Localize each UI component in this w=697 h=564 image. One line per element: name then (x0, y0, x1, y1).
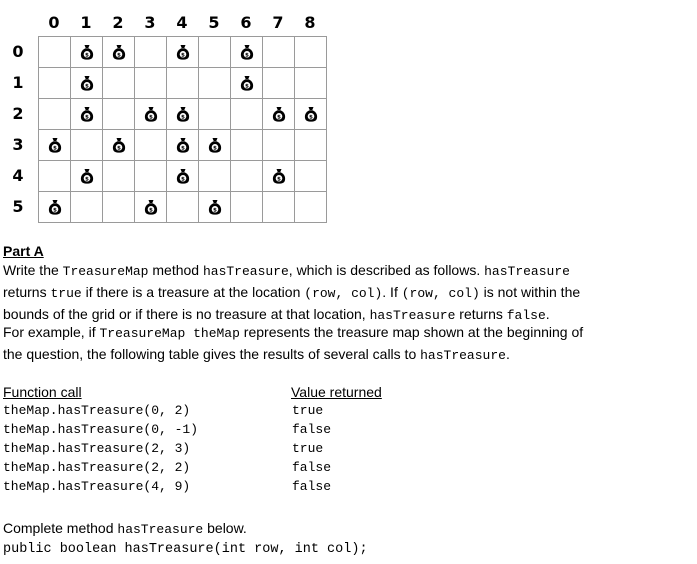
call-cell: theMap.hasTreasure(2, 2) (3, 460, 191, 475)
example-line-1: For example, if TreasureMap theMap represents the treasure map shown at the beginning of (3, 324, 584, 341)
money-bag-icon (176, 106, 190, 122)
svg-text:$: $ (212, 145, 217, 152)
money-bag-icon (240, 75, 254, 91)
grid-cell (103, 130, 135, 161)
money-bag-icon (80, 75, 94, 91)
grid-cell (167, 130, 199, 161)
svg-text:$: $ (180, 145, 185, 152)
grid-cell (167, 192, 199, 223)
svg-text:$: $ (84, 176, 89, 183)
column-label: 4 (176, 13, 188, 32)
method-signature: public boolean hasTreasure(int row, int col); (3, 542, 368, 557)
money-bag-icon (144, 199, 158, 215)
column-label: 3 (144, 13, 156, 32)
results-table (3, 384, 403, 498)
grid-cell (103, 161, 135, 192)
grid-cell (199, 130, 231, 161)
grid-cell (71, 130, 103, 161)
grid-cell (103, 68, 135, 99)
grid-cell (231, 161, 263, 192)
grid-cell (39, 192, 71, 223)
header-value-returned: Value returned (291, 384, 382, 400)
money-bag-icon (176, 137, 190, 153)
value-cell: true (292, 441, 324, 456)
svg-text:$: $ (244, 83, 249, 90)
money-bag-icon (80, 106, 94, 122)
grid-cell (263, 130, 295, 161)
grid-cell (39, 99, 71, 130)
money-bag-icon (48, 137, 62, 153)
svg-text:$: $ (180, 176, 185, 183)
svg-text:$: $ (148, 207, 153, 214)
grid-cell (263, 37, 295, 68)
row-label: 3 (12, 135, 24, 154)
value-cell: true (292, 403, 324, 418)
grid-cell (39, 130, 71, 161)
money-bag-icon (176, 168, 190, 184)
money-bag-icon (208, 199, 222, 215)
column-label: 2 (112, 13, 124, 32)
grid-cells (38, 36, 327, 223)
grid-cell (263, 192, 295, 223)
grid-cell (263, 161, 295, 192)
money-bag-icon (112, 137, 126, 153)
grid-cell (199, 68, 231, 99)
grid-cell (295, 192, 327, 223)
column-label: 7 (272, 13, 284, 32)
svg-text:$: $ (276, 114, 281, 121)
grid-cell (135, 192, 167, 223)
grid-cell (295, 37, 327, 68)
table-row (3, 479, 403, 498)
column-label: 0 (48, 13, 60, 32)
money-bag-icon (80, 168, 94, 184)
grid-cell (135, 130, 167, 161)
grid-cell (103, 192, 135, 223)
money-bag-icon (208, 137, 222, 153)
table-row (3, 422, 403, 441)
money-bag-icon (304, 106, 318, 122)
grid-cell (167, 68, 199, 99)
row-label: 4 (12, 166, 24, 185)
money-bag-icon (112, 44, 126, 60)
grid-cell (199, 99, 231, 130)
description-line-3: bounds of the grid or if there is no treasure at that location, hasTreasure returns false. (3, 306, 550, 323)
grid-cell (71, 68, 103, 99)
grid-cell (103, 99, 135, 130)
grid-cell (199, 192, 231, 223)
svg-text:$: $ (84, 52, 89, 59)
example-paragraph (3, 322, 583, 366)
value-cell: false (292, 460, 332, 475)
svg-text:$: $ (84, 114, 89, 121)
grid-cell (199, 37, 231, 68)
money-bag-icon (176, 44, 190, 60)
grid-cell (39, 68, 71, 99)
grid-cell (71, 192, 103, 223)
call-cell: theMap.hasTreasure(2, 3) (3, 441, 191, 456)
header-function-call: Function call (3, 384, 82, 400)
grid-cell (295, 99, 327, 130)
row-label: 0 (12, 42, 24, 61)
grid-cell (135, 99, 167, 130)
grid-cell (263, 99, 295, 130)
grid-cell (135, 68, 167, 99)
part-a-heading: Part A (3, 243, 44, 259)
grid-cell (295, 161, 327, 192)
money-bag-icon (272, 106, 286, 122)
table-body (3, 403, 403, 498)
svg-text:$: $ (308, 114, 313, 121)
call-cell: theMap.hasTreasure(0, -1) (3, 422, 199, 437)
description-paragraph (3, 260, 580, 326)
svg-text:$: $ (276, 176, 281, 183)
grid-cell (231, 37, 263, 68)
grid-cell (231, 192, 263, 223)
table-row (3, 403, 403, 422)
column-label: 5 (208, 13, 220, 32)
money-bag-icon (144, 106, 158, 122)
grid-cell (295, 68, 327, 99)
grid-cell (135, 161, 167, 192)
grid-cell (231, 68, 263, 99)
description-line-2: returns true if there is a treasure at the location (row, col). If (row, col) is not within the (3, 284, 581, 301)
value-cell: false (292, 422, 332, 437)
complete-instruction: Complete method hasTreasure below. (3, 520, 247, 537)
svg-text:$: $ (244, 52, 249, 59)
grid-cell (167, 37, 199, 68)
grid-cell (71, 37, 103, 68)
svg-text:$: $ (148, 114, 153, 121)
money-bag-icon (80, 44, 94, 60)
call-cell: theMap.hasTreasure(0, 2) (3, 403, 191, 418)
svg-text:$: $ (52, 145, 57, 152)
table-row (3, 460, 403, 479)
grid-cell (103, 37, 135, 68)
table-row (3, 441, 403, 460)
svg-text:$: $ (116, 145, 121, 152)
column-label: 6 (240, 13, 252, 32)
svg-text:$: $ (84, 83, 89, 90)
grid-cell (199, 161, 231, 192)
row-label: 2 (12, 104, 24, 123)
call-cell: theMap.hasTreasure(4, 9) (3, 479, 191, 494)
description-line-1: Write the TreasureMap method hasTreasure, which is described as follows. hasTreasure (3, 262, 570, 279)
grid-cell (231, 130, 263, 161)
example-line-2: the question, the following table gives the results of several calls to hasTreasure. (3, 346, 510, 363)
money-bag-icon (240, 44, 254, 60)
grid-cell (71, 99, 103, 130)
svg-text:$: $ (52, 207, 57, 214)
grid-cell (39, 161, 71, 192)
svg-text:$: $ (212, 207, 217, 214)
row-label: 1 (12, 73, 24, 92)
grid-cell (231, 99, 263, 130)
table-header (3, 384, 403, 403)
svg-text:$: $ (180, 114, 185, 121)
money-bag-icon (48, 199, 62, 215)
grid-cell (71, 161, 103, 192)
grid-cell (167, 161, 199, 192)
grid-cell (263, 68, 295, 99)
grid-cell (39, 37, 71, 68)
column-label: 1 (80, 13, 92, 32)
treasure-map-grid (0, 0, 340, 235)
row-label: 5 (12, 197, 24, 216)
grid-cell (295, 130, 327, 161)
grid-cell (135, 37, 167, 68)
svg-text:$: $ (116, 52, 121, 59)
value-cell: false (292, 479, 332, 494)
column-label: 8 (304, 13, 316, 32)
svg-text:$: $ (180, 52, 185, 59)
money-bag-icon (272, 168, 286, 184)
grid-cell (167, 99, 199, 130)
